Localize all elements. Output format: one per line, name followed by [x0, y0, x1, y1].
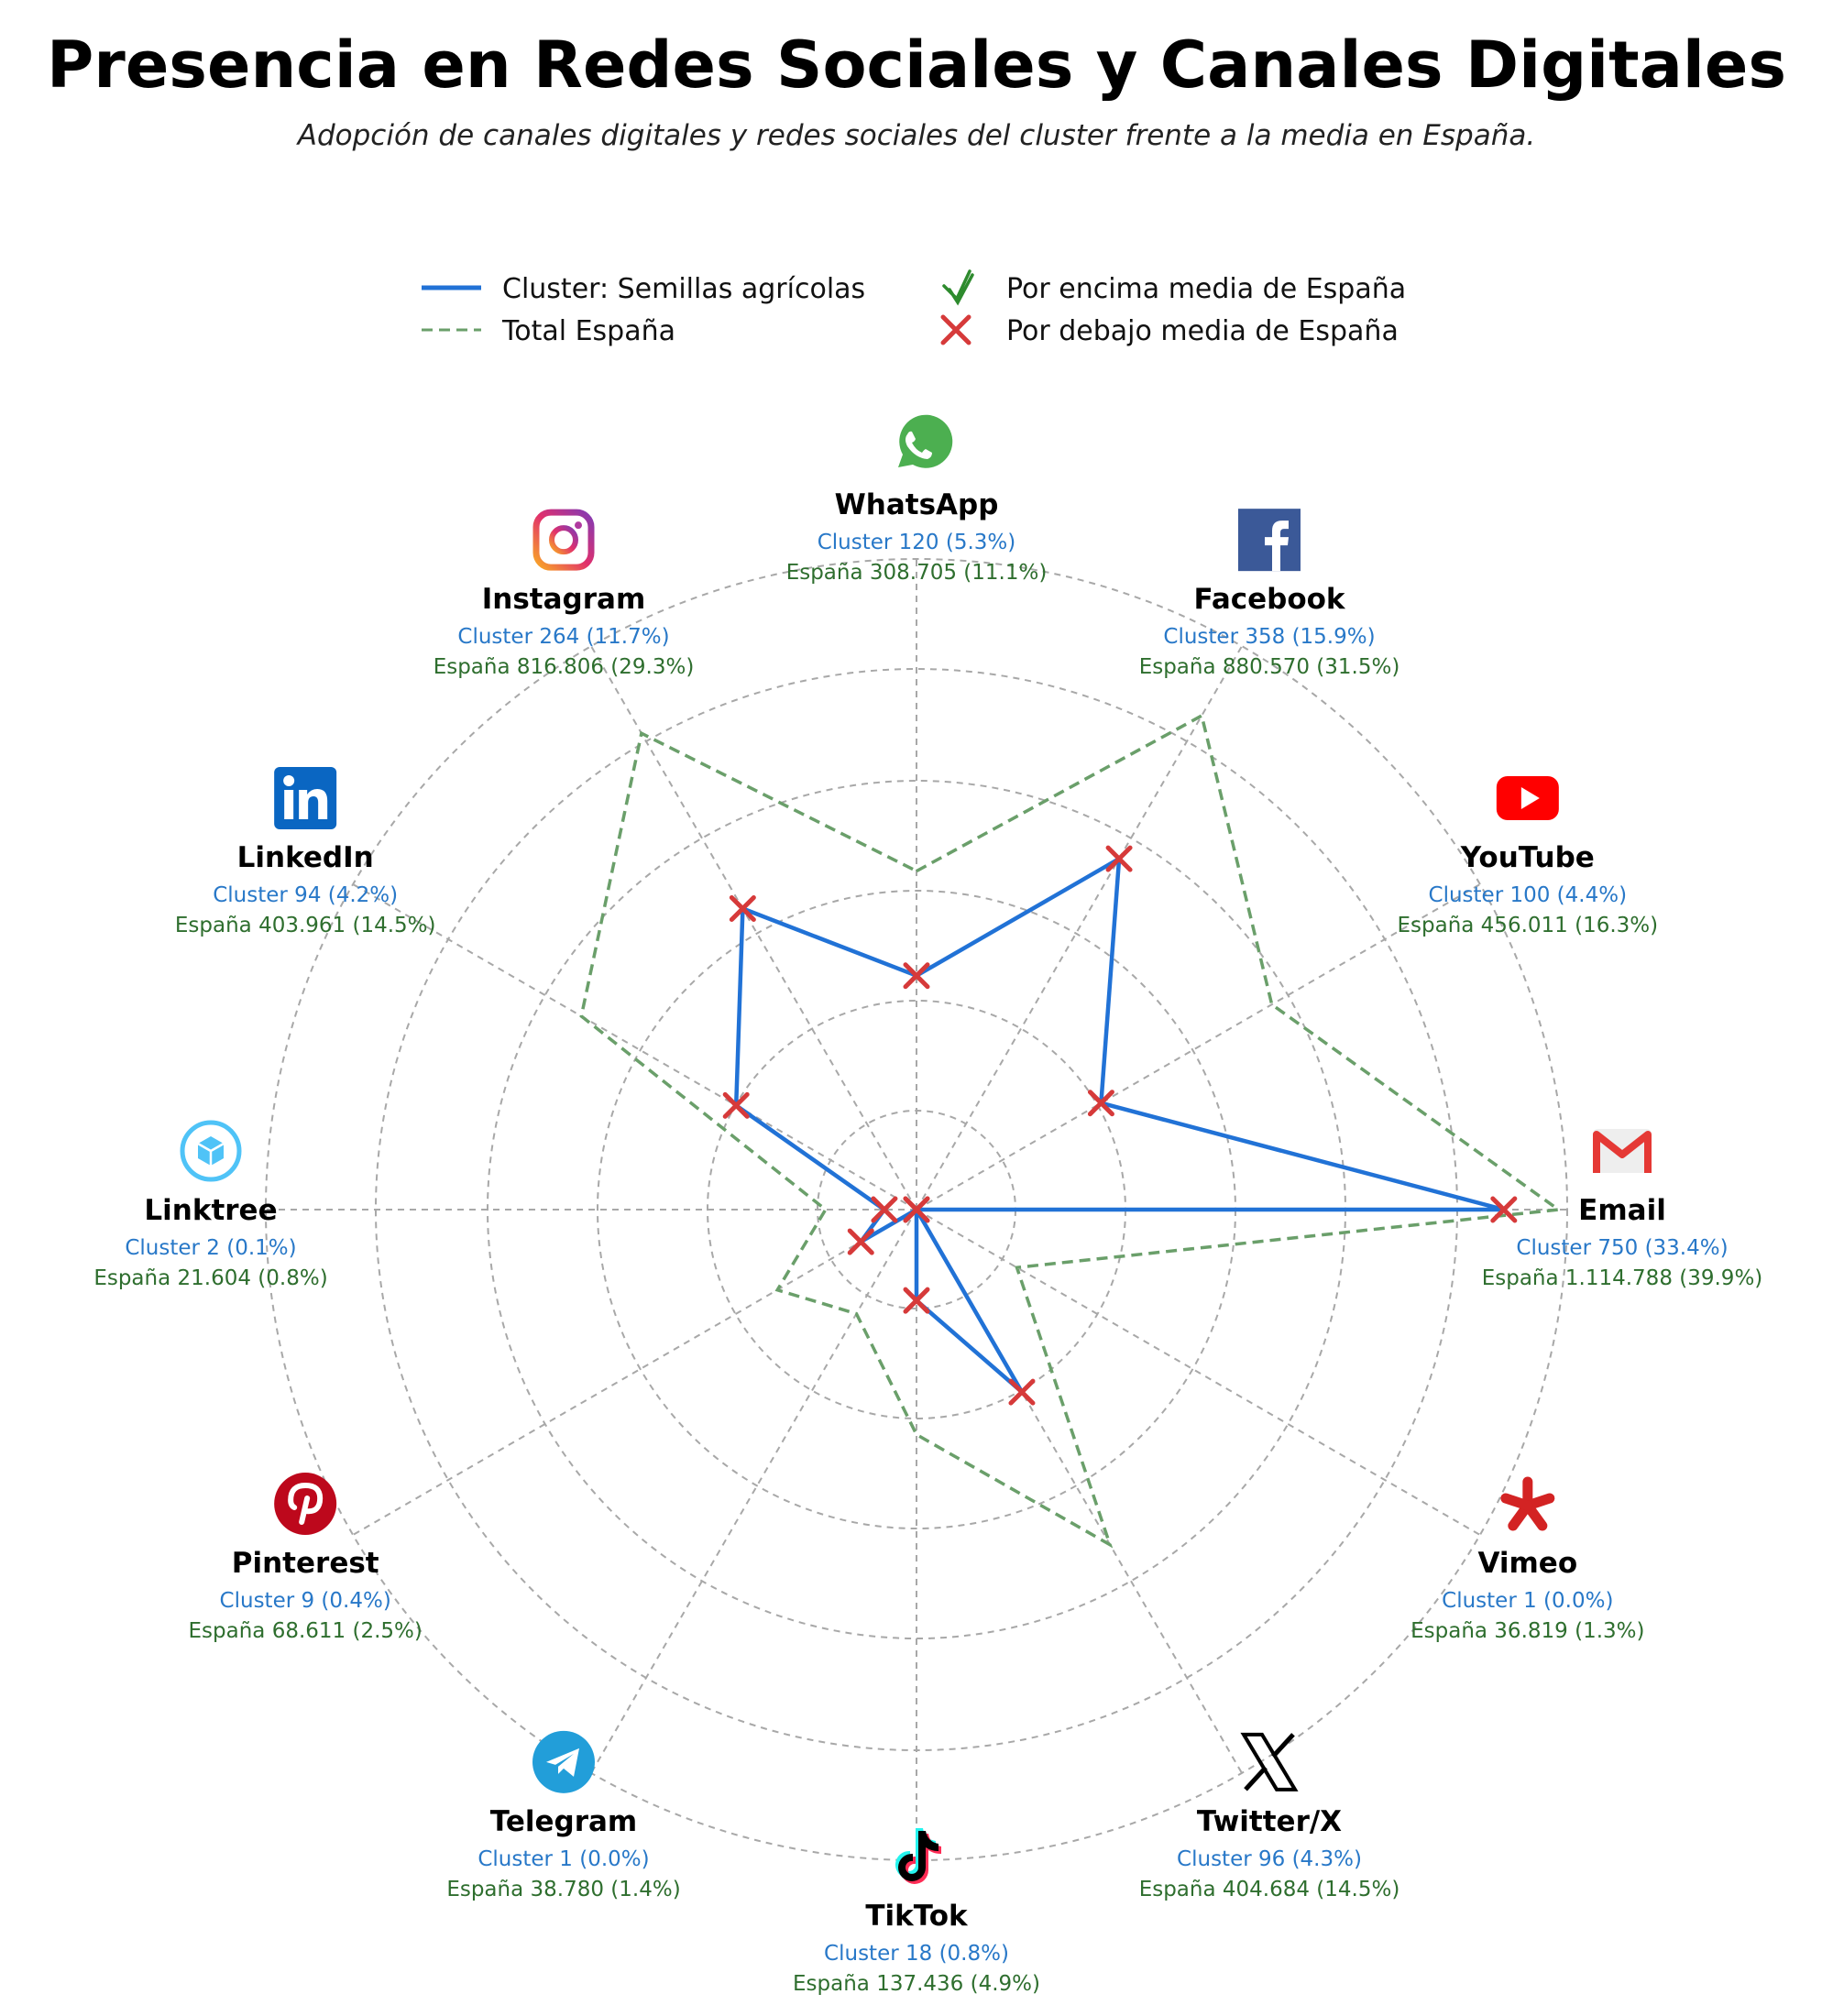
axis-label-group	[1482, 1194, 1763, 1290]
axis-label-group	[786, 488, 1048, 585]
axis-label-group	[434, 583, 695, 679]
legend-spain-label: Total España	[502, 315, 676, 347]
series-cluster-line	[736, 859, 1504, 1392]
axis-spain-value: España 403.961 (14.5%)	[174, 914, 436, 937]
axis-spain-value: España 456.011 (16.3%)	[1397, 914, 1659, 937]
gmail-icon	[1593, 1129, 1652, 1173]
axis-spain-value: España 137.436 (4.9%)	[793, 1972, 1040, 1996]
telegram-icon	[532, 1731, 595, 1793]
grid-spoke	[353, 884, 916, 1210]
pinterest-icon	[274, 1473, 336, 1535]
axis-spain-value: España 880.570 (31.5%)	[1138, 655, 1400, 680]
axis-label-group	[1410, 1547, 1644, 1643]
x-icon	[1244, 1735, 1295, 1790]
whatsapp-icon	[898, 415, 952, 468]
grid-spoke	[916, 884, 1480, 1210]
axis-cluster-value: Cluster 1 (0.0%)	[1442, 1589, 1614, 1613]
facebook-icon	[1238, 509, 1301, 571]
vimeo-icon	[1506, 1482, 1550, 1526]
axis-spain-value: España 68.611 (2.5%)	[188, 1619, 423, 1643]
axis-label-group	[1397, 841, 1658, 937]
axis-label-group	[1139, 583, 1400, 679]
chart-subtitle: Adopción de canales digitales y redes sociales del cluster frente a la media en España.	[297, 119, 1536, 152]
legend-below-label: Por debajo media de España	[1006, 315, 1399, 347]
cross-icon	[943, 317, 969, 343]
axis-cluster-value: Cluster 18 (0.8%)	[824, 1942, 1009, 1966]
axis-cluster-value: Cluster 9 (0.4%)	[219, 1589, 391, 1613]
point-below-marker	[1011, 1381, 1033, 1403]
grid-spoke	[591, 646, 916, 1210]
axis-name: WhatsApp	[834, 488, 999, 521]
axis-name: Vimeo	[1477, 1547, 1578, 1580]
axis-label-group	[1139, 1805, 1400, 1901]
grid-spoke	[591, 1210, 916, 1773]
axis-spain-value: España 38.780 (1.4%)	[446, 1877, 681, 1901]
axis-name: Linktree	[144, 1194, 278, 1227]
legend-cluster-label: Cluster: Semillas agrícolas	[502, 273, 866, 305]
axis-label-group	[793, 1900, 1040, 1996]
axis-name: Email	[1578, 1194, 1666, 1227]
axis-label-group	[189, 1547, 423, 1643]
axis-cluster-value: Cluster 2 (0.1%)	[125, 1236, 297, 1260]
youtube-icon	[1497, 776, 1559, 820]
axis-spain-value: España 36.819 (1.3%)	[1410, 1619, 1645, 1643]
instagram-icon	[536, 512, 591, 567]
axis-label-group	[175, 841, 436, 937]
series-spain-line	[581, 716, 1558, 1545]
axis-name: Instagram	[481, 583, 646, 617]
axis-cluster-value: Cluster 750 (33.4%)	[1516, 1236, 1729, 1260]
axis-cluster-value: Cluster 264 (11.7%)	[457, 625, 670, 650]
tiktok-icon	[895, 1828, 941, 1884]
axis-cluster-value: Cluster 1 (0.0%)	[477, 1846, 650, 1871]
axis-name: Facebook	[1193, 583, 1345, 617]
axis-label-group	[446, 1805, 680, 1901]
axis-cluster-value: Cluster 358 (15.9%)	[1163, 625, 1376, 650]
axis-spain-value: España 1.114.788 (39.9%)	[1481, 1266, 1763, 1290]
axis-spain-value: España 21.604 (0.8%)	[93, 1266, 328, 1290]
grid-spoke	[353, 1210, 916, 1535]
axis-cluster-value: Cluster 100 (4.4%)	[1428, 883, 1628, 907]
axis-name: Pinterest	[231, 1547, 379, 1580]
legend-above-label: Por encima media de España	[1006, 273, 1407, 305]
chart-legend	[422, 271, 1406, 347]
axis-name: Twitter/X	[1196, 1804, 1343, 1838]
linktree-icon	[182, 1123, 239, 1179]
grid-spoke	[916, 646, 1242, 1210]
axis-name: TikTok	[865, 1900, 968, 1933]
axis-spain-value: España 308.705 (11.1%)	[785, 561, 1048, 585]
axis-name: Telegram	[489, 1804, 638, 1838]
axis-name: YouTube	[1460, 841, 1595, 874]
radar-axis-labels	[93, 488, 1762, 1996]
chart-title: Presencia en Redes Sociales y Canales Digitales	[47, 27, 1786, 103]
axis-label-group	[93, 1194, 327, 1290]
point-below-marker	[850, 1231, 872, 1253]
axis-cluster-value: Cluster 120 (5.3%)	[817, 531, 1016, 554]
axis-name: LinkedIn	[236, 841, 374, 874]
radar-series	[581, 716, 1558, 1545]
axis-spain-value: España 816.806 (29.3%)	[433, 655, 695, 680]
check-icon	[944, 271, 972, 302]
linkedin-icon	[274, 767, 336, 829]
axis-spain-value: España 404.684 (14.5%)	[1138, 1877, 1400, 1901]
axis-cluster-value: Cluster 94 (4.2%)	[213, 883, 399, 907]
axis-cluster-value: Cluster 96 (4.3%)	[1177, 1846, 1362, 1871]
